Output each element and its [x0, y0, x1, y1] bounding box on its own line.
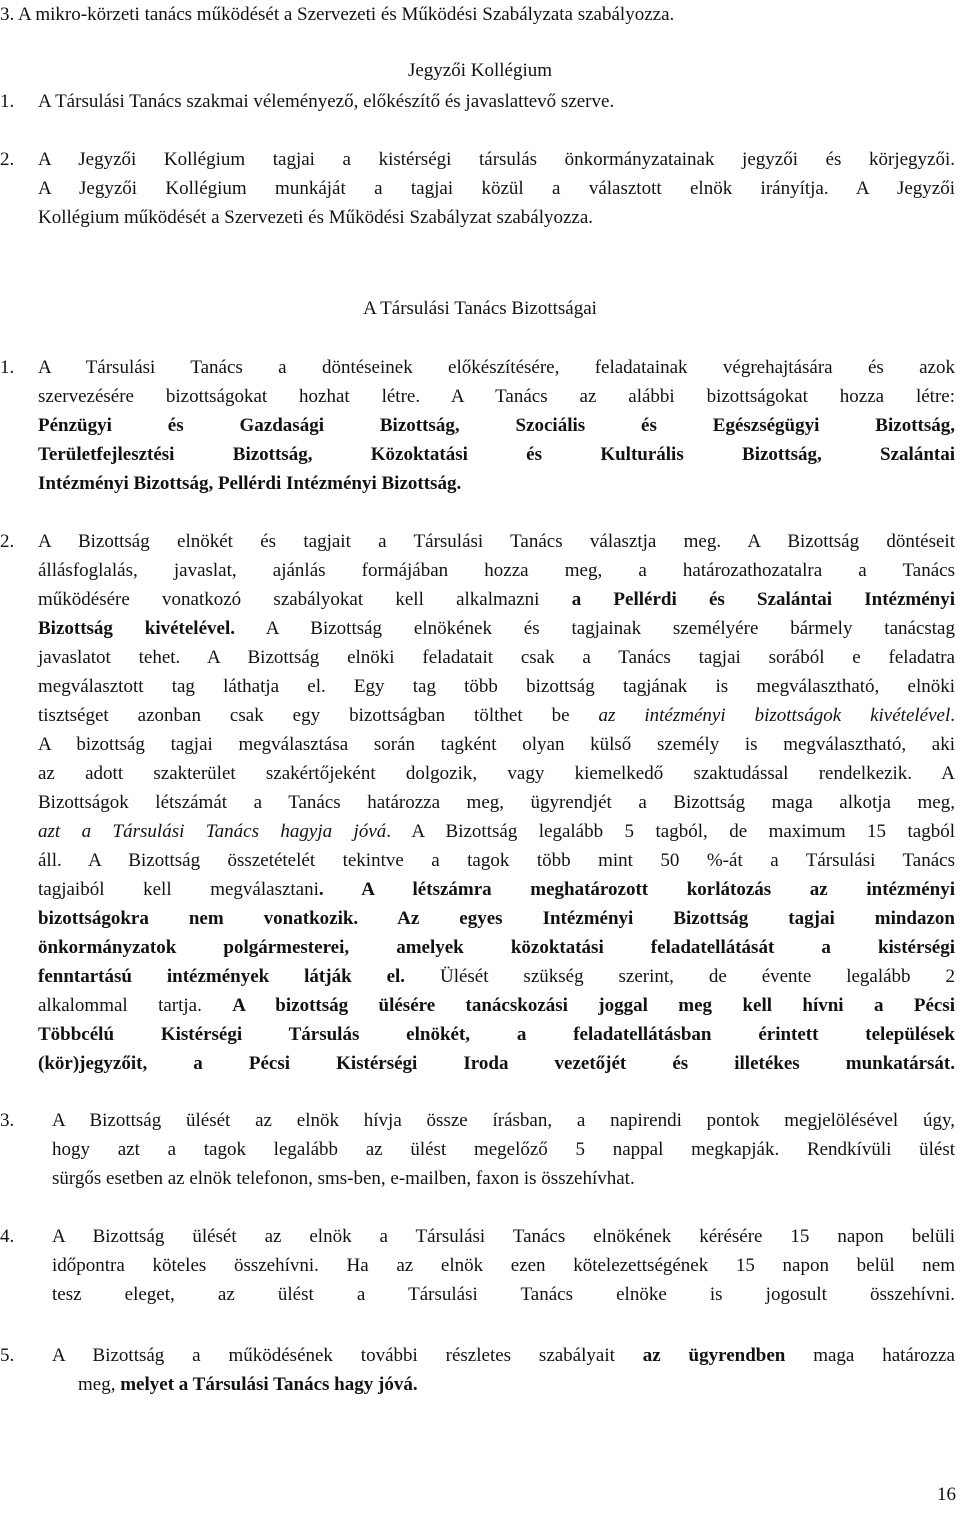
heading-jegyzoi-kollegium: Jegyzői Kollégium — [407, 60, 553, 81]
item-line — [38, 382, 955, 411]
item-line — [52, 1341, 955, 1370]
item-line — [38, 469, 955, 498]
committee-list-line: Területfejlesztési Bizottság, Közoktatási és Kulturális Bizottság, Szalántai — [38, 444, 955, 465]
item-line-part: . A Bizottság legalább 5 tagból, de maximum 15 tagból — [386, 821, 955, 842]
item-line: tesz eleget, az ülést a Társulási Tanács elnöke is jogosult összehívni. — [52, 1284, 955, 1305]
item-line-part: meg, — [78, 1374, 121, 1395]
item-line-part: Ülését szükség szerint, de évente legalább 2 — [405, 966, 955, 987]
item-line-part: A bizottság ülésére tanácskozási joggal meg kell hívni a Pécsi — [232, 995, 955, 1016]
item-line-part: . A létszámra meghatározott korlátozás az intézményi — [318, 879, 955, 900]
item-line — [38, 817, 955, 846]
item-line-part: működésére vonatkozó szabályokat kell alkalmazni — [38, 589, 572, 610]
item-line-part: Többcélú Kistérségi Társulás elnökét, a feladatellátásban érintett települések — [38, 1024, 955, 1045]
item-line — [38, 440, 955, 469]
bizottsag-item-5 — [0, 1341, 955, 1399]
item-number: 5. — [0, 1345, 15, 1366]
item-line: megválasztott tag láthatja el. Egy tag több bizottság tagjának is megválasztható, elnöki — [38, 676, 955, 697]
item-line-part: A Tanács az alábbi bizottságokat hozza létre: — [420, 386, 955, 407]
item-number: 1. — [0, 91, 15, 112]
item-line-part: bizottságokra nem vonatkozik. — [38, 908, 359, 929]
item-line-part: önkormányzatok polgármesterei, amelyek közoktatási feladatellátását a kistérségi — [38, 937, 955, 958]
item-line — [38, 991, 955, 1020]
item-line — [38, 962, 955, 991]
item-line: A Jegyzői Kollégium munkáját a tagjai közül a választott elnök irányítja. A Jegyzői — [38, 178, 955, 199]
heading-bizottsagai: A Társulási Tanács Bizottságai — [363, 298, 597, 319]
item-line-part: tagjaiból kell megválasztani — [38, 879, 319, 900]
item-line-part: fenntartású intézmények látják el. — [38, 966, 406, 987]
committee-list-line: Pénzügyi és Gazdasági Bizottság, Szociális és Egészségügyi Bizottság, — [38, 415, 955, 436]
item-line-part: melyet a Társulási Tanács hagy jóvá. — [120, 1374, 418, 1395]
item-line — [38, 1049, 955, 1078]
item-line-part: A Bizottság elnökének és tagjainak személyére bármely tanácstag — [234, 618, 955, 639]
item-number: 1. — [0, 357, 15, 378]
item-line-part: . — [950, 705, 955, 726]
item-line — [38, 933, 955, 962]
item-text: A Társulási Tanács szakmai véleményező, előkészítő és javaslattevő szerve. — [38, 91, 615, 112]
item-line: az adott szakterület szakértőjeként dolgozik, vagy kiemelkedő szaktudással rendelkezik. A — [38, 763, 955, 784]
item-line-part: (kör)jegyzőit, a Pécsi Kistérségi Iroda vezetőjét és illetékes munkatársát. — [38, 1053, 955, 1074]
item-line — [38, 614, 955, 643]
item-line — [38, 411, 955, 440]
item-line: A Bizottság elnökét és tagjait a Társulási Tanács választja meg. A Bizottság döntéseit — [38, 531, 955, 552]
item-line: Bizottságok létszámát a Tanács határozza meg, ügyrendjét a Bizottság maga alkotja meg, — [38, 792, 955, 813]
item-line-part: az intézményi bizottságok kivételével — [598, 705, 951, 726]
item-number: 3. — [0, 1110, 15, 1131]
item-line: javaslatot tehet. A Bizottság elnöki feladatait csak a Tanács tagjai sorából e feladatra — [38, 647, 955, 668]
item-line: A Bizottság ülését az elnök a Társulási Tanács elnökének kérésére 15 napon belüli — [52, 1226, 955, 1247]
item-number: 2. — [0, 149, 15, 170]
item-line — [38, 904, 955, 933]
item-line-part: alkalommal tartja. — [38, 995, 233, 1016]
item-line — [38, 1020, 955, 1049]
item-line — [38, 701, 955, 730]
item-line: A bizottság tagjai megválasztása során tagként olyan külső személy is megválasztható, aki — [38, 734, 955, 755]
item-line — [38, 875, 955, 904]
item-line — [52, 1370, 955, 1399]
item-line: A Bizottság ülését az elnök hívja össze írásban, a napirendi pontok megjelölésével úgy, — [52, 1110, 955, 1131]
item-line-part: Az egyes Intézményi Bizottság tagjai mindazon — [358, 908, 955, 929]
item-line-part: A Bizottság a működésének további részletes szabályait — [52, 1345, 643, 1366]
item-line-part: tisztséget azonban csak egy bizottságban tölthet be — [38, 705, 599, 726]
item-line-part: a Pellérdi és Szalántai Intézményi — [571, 589, 956, 610]
bizottsag-item-4 — [0, 1222, 955, 1309]
item-line: időpontra köteles összehívni. Ha az elnök ezen kötelezettségének 15 napon belül nem — [52, 1255, 955, 1276]
paragraph-3-mikro-korzeti — [0, 0, 960, 29]
paragraph-text: 3. A mikro-körzeti tanács működését a Szervezeti és Működési Szabályzata szabályozza. — [0, 4, 675, 25]
item-line-part: szervezésére bizottságokat hozhat létre. — [38, 386, 421, 407]
item-line: áll. A Bizottság összetételét tekintve a tagok több mint 50 %-át a Társulási Tanács — [38, 850, 955, 871]
bizottsag-item-1 — [0, 353, 955, 498]
item-number: 4. — [0, 1226, 15, 1247]
committee-list-line: Intézményi Bizottság, Pellérdi Intézményi Bizottság. — [38, 473, 462, 494]
item-line: A Társulási Tanács a döntéseinek előkészítésére, feladatainak végrehajtására és azok — [38, 357, 955, 378]
item-line: Kollégium működését a Szervezeti és Működési Szabályzat szabályozza. — [38, 207, 594, 228]
bizottsag-item-3 — [0, 1106, 955, 1193]
jegyzoi-item-2 — [0, 145, 955, 232]
item-line — [38, 585, 955, 614]
item-line: A Jegyzői Kollégium tagjai a kistérségi társulás önkormányzatainak jegyzői és körjegyzői. — [38, 149, 955, 170]
item-line: sürgős esetben az elnök telefonon, sms-ben, e-mailben, faxon is összehívhat. — [52, 1168, 635, 1189]
item-number: 2. — [0, 531, 15, 552]
jegyzoi-item-1 — [0, 87, 955, 116]
item-line-part: maga határozza — [785, 1345, 955, 1366]
item-line-part: az ügyrendben — [642, 1345, 786, 1366]
item-line-part: Bizottság kivételével. — [38, 618, 235, 639]
item-line-part: azt a Társulási Tanács hagyja jóvá — [38, 821, 387, 842]
item-line: hogy azt a tagok legalább az ülést megelőző 5 nappal megkapják. Rendkívüli ülést — [52, 1139, 955, 1160]
page-number: 16 — [937, 1484, 956, 1505]
bizottsag-item-2 — [0, 527, 955, 1078]
item-line: állásfoglalás, javaslat, ajánlás formájában hozza meg, a határozathozatalra a Tanács — [38, 560, 955, 581]
